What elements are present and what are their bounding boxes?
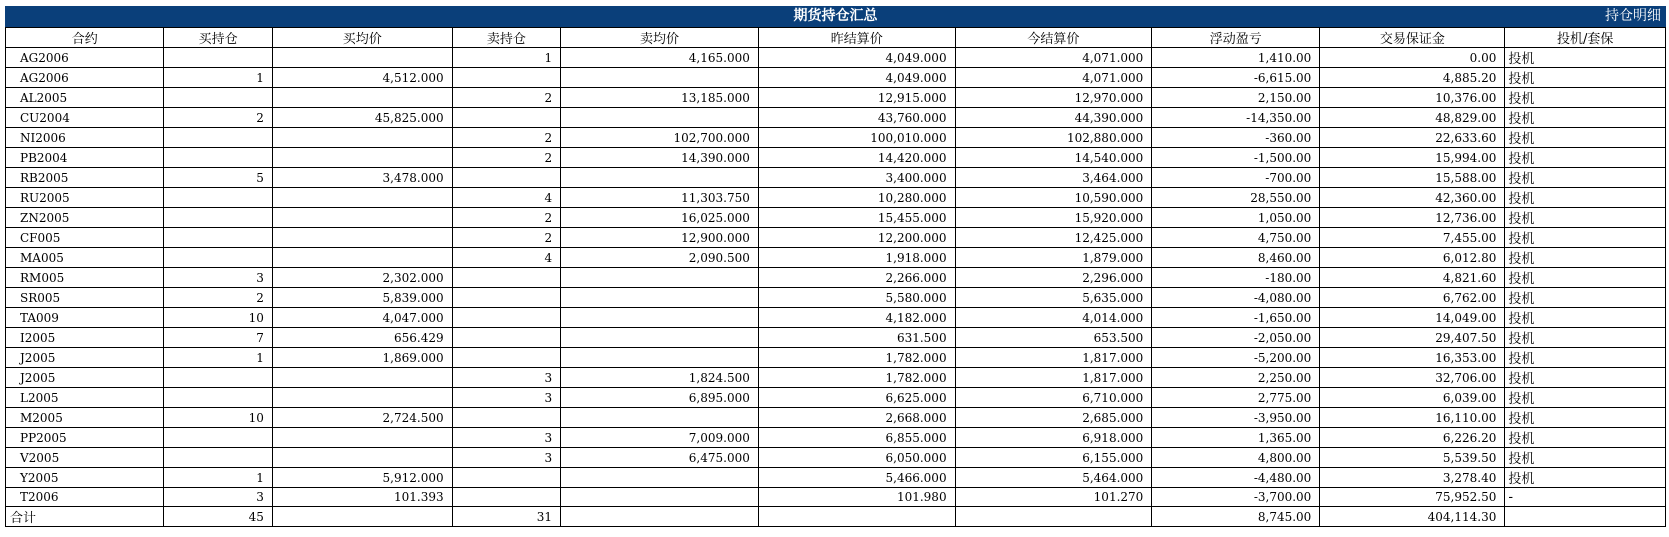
- col-contract-cell: AL2005: [6, 88, 164, 108]
- col-spec-hedge-cell: 投机: [1505, 448, 1666, 468]
- col-margin-cell: 5,539.50: [1320, 448, 1505, 468]
- col-contract-cell: J2005: [6, 368, 164, 388]
- col-floating-pnl-cell: 1,365.00: [1152, 428, 1320, 448]
- col-buy-avg-price-cell: 656.429: [272, 328, 452, 348]
- col-today-settle-cell: 5,635.000: [955, 288, 1152, 308]
- col-prev-settle-cell: 1,782.000: [758, 368, 955, 388]
- col-sell-avg-price-header: 卖均价: [561, 28, 759, 48]
- col-today-settle-cell: 6,710.000: [955, 388, 1152, 408]
- col-spec-hedge-cell: 投机: [1505, 308, 1666, 328]
- col-margin-cell: 4,885.20: [1320, 68, 1505, 88]
- col-sell-position-cell: [452, 468, 560, 488]
- col-sell-avg-price-cell: [561, 68, 759, 88]
- col-margin-cell: 75,952.50: [1320, 488, 1505, 507]
- col-sell-position-cell: 1: [452, 48, 560, 68]
- col-floating-pnl-cell: -4,080.00: [1152, 288, 1320, 308]
- col-spec-hedge-cell: 投机: [1505, 88, 1666, 108]
- col-spec-hedge-cell: 投机: [1505, 428, 1666, 448]
- col-spec-hedge-cell: 投机: [1505, 128, 1666, 148]
- col-prev-settle-cell: 15,455.000: [758, 208, 955, 228]
- col-buy-position-cell: 10: [164, 308, 272, 328]
- col-today-settle-cell: 1,817.000: [955, 368, 1152, 388]
- col-today-settle-cell: 14,540.000: [955, 148, 1152, 168]
- col-today-settle-cell: 1,817.000: [955, 348, 1152, 368]
- col-floating-pnl-cell: -14,350.00: [1152, 108, 1320, 128]
- col-contract-cell: V2005: [6, 448, 164, 468]
- col-sell-avg-price-cell: [561, 268, 759, 288]
- col-sell-avg-price-cell: [561, 488, 759, 507]
- col-spec-hedge-header: 投机/套保: [1505, 28, 1666, 48]
- col-prev-settle-cell: 101.980: [758, 488, 955, 507]
- col-buy-avg-price-cell: 101.393: [272, 488, 452, 507]
- col-contract-cell: J2005: [6, 348, 164, 368]
- col-today-settle-cell: 5,464.000: [955, 468, 1152, 488]
- col-today-settle-cell: 4,014.000: [955, 308, 1152, 328]
- col-sell-avg-price-cell: [561, 328, 759, 348]
- table-row: [6, 308, 1666, 328]
- col-contract-cell: PP2005: [6, 428, 164, 448]
- table-row: [6, 288, 1666, 308]
- col-floating-pnl-cell: 4,750.00: [1152, 228, 1320, 248]
- col-margin-cell: 15,588.00: [1320, 168, 1505, 188]
- col-buy-position-cell: [164, 208, 272, 228]
- col-floating-pnl-cell: -5,200.00: [1152, 348, 1320, 368]
- col-prev-settle-cell: 2,668.000: [758, 408, 955, 428]
- col-floating-pnl-cell: -6,615.00: [1152, 68, 1320, 88]
- col-buy-avg-price-cell: [272, 248, 452, 268]
- col-prev-settle-header: 昨结算价: [758, 28, 955, 48]
- col-today-settle-cell: 1,879.000: [955, 248, 1152, 268]
- col-buy-position-cell: 2: [164, 108, 272, 128]
- col-buy-avg-price-cell: [272, 148, 452, 168]
- col-floating-pnl-cell: 2,775.00: [1152, 388, 1320, 408]
- col-buy-position-cell: [164, 228, 272, 248]
- col-buy-avg-price-cell: 3,478.000: [272, 168, 452, 188]
- col-buy-position-cell: 7: [164, 328, 272, 348]
- col-spec-hedge-cell: -: [1505, 488, 1666, 507]
- col-today-settle-cell: 15,920.000: [955, 208, 1152, 228]
- col-margin-cell: 0.00: [1320, 48, 1505, 68]
- col-margin-cell: 12,736.00: [1320, 208, 1505, 228]
- col-spec-hedge-cell: 投机: [1505, 148, 1666, 168]
- col-sell-avg-price-cell: [561, 108, 759, 128]
- col-sell-avg-price-cell: 4,165.000: [561, 48, 759, 68]
- col-contract-cell: ZN2005: [6, 208, 164, 228]
- col-prev-settle-cell: 3,400.000: [758, 168, 955, 188]
- table-row: [6, 488, 1666, 507]
- col-margin-cell: 10,376.00: [1320, 88, 1505, 108]
- col-buy-avg-price-cell: 2,724.500: [272, 408, 452, 428]
- col-margin-cell: 29,407.50: [1320, 328, 1505, 348]
- col-margin-cell: 22,633.60: [1320, 128, 1505, 148]
- col-contract-cell: L2005: [6, 388, 164, 408]
- col-sell-avg-price-cell: 7,009.000: [561, 428, 759, 448]
- col-buy-position-cell: [164, 148, 272, 168]
- col-sell-position-cell: [452, 308, 560, 328]
- col-buy-avg-price-cell: [272, 428, 452, 448]
- col-sell-position-cell: 3: [452, 448, 560, 468]
- col-margin-cell: 16,353.00: [1320, 348, 1505, 368]
- col-sell-position-cell: [452, 328, 560, 348]
- col-today-settle-cell: 12,425.000: [955, 228, 1152, 248]
- col-margin-cell: 3,278.40: [1320, 468, 1505, 488]
- col-floating-pnl-cell: -1,500.00: [1152, 148, 1320, 168]
- total-col-floating-pnl-cell: 8,745.00: [1152, 507, 1320, 527]
- col-spec-hedge-cell: 投机: [1505, 168, 1666, 188]
- col-contract-cell: M2005: [6, 408, 164, 428]
- col-floating-pnl-cell: 28,550.00: [1152, 188, 1320, 208]
- col-spec-hedge-cell: 投机: [1505, 348, 1666, 368]
- col-sell-position-cell: [452, 348, 560, 368]
- col-margin-cell: 42,360.00: [1320, 188, 1505, 208]
- col-floating-pnl-cell: -3,950.00: [1152, 408, 1320, 428]
- col-prev-settle-cell: 5,466.000: [758, 468, 955, 488]
- col-buy-position-header: 买持仓: [164, 28, 272, 48]
- table-row: [6, 368, 1666, 388]
- col-prev-settle-cell: 6,050.000: [758, 448, 955, 468]
- col-spec-hedge-cell: 投机: [1505, 228, 1666, 248]
- col-spec-hedge-cell: 投机: [1505, 408, 1666, 428]
- total-col-spec-hedge-cell: [1505, 507, 1666, 527]
- col-sell-position-cell: [452, 168, 560, 188]
- col-sell-position-cell: [452, 268, 560, 288]
- col-sell-avg-price-cell: [561, 308, 759, 328]
- col-spec-hedge-cell: 投机: [1505, 208, 1666, 228]
- total-col-margin-cell: 404,114.30: [1320, 507, 1505, 527]
- col-today-settle-cell: 2,296.000: [955, 268, 1152, 288]
- col-sell-position-cell: 4: [452, 248, 560, 268]
- col-buy-avg-price-cell: 5,912.000: [272, 468, 452, 488]
- total-col-contract-cell: 合计: [6, 507, 164, 527]
- col-today-settle-cell: 12,970.000: [955, 88, 1152, 108]
- col-margin-cell: 6,762.00: [1320, 288, 1505, 308]
- col-sell-avg-price-cell: 1,824.500: [561, 368, 759, 388]
- col-buy-position-cell: 1: [164, 348, 272, 368]
- col-margin-cell: 7,455.00: [1320, 228, 1505, 248]
- col-contract-cell: CF005: [6, 228, 164, 248]
- table-row: [6, 328, 1666, 348]
- col-buy-position-cell: 1: [164, 68, 272, 88]
- total-col-buy-avg-price-cell: [272, 507, 452, 527]
- col-prev-settle-cell: 6,625.000: [758, 388, 955, 408]
- col-buy-avg-price-cell: 4,512.000: [272, 68, 452, 88]
- col-floating-pnl-cell: -180.00: [1152, 268, 1320, 288]
- table-row: [6, 388, 1666, 408]
- col-sell-avg-price-cell: 14,390.000: [561, 148, 759, 168]
- col-buy-avg-price-cell: [272, 188, 452, 208]
- col-margin-cell: 6,012.80: [1320, 248, 1505, 268]
- col-buy-position-cell: [164, 128, 272, 148]
- col-margin-header: 交易保证金: [1320, 28, 1505, 48]
- table-row: [6, 428, 1666, 448]
- total-col-buy-position-cell: 45: [164, 507, 272, 527]
- col-margin-cell: 15,994.00: [1320, 148, 1505, 168]
- col-margin-cell: 32,706.00: [1320, 368, 1505, 388]
- col-buy-position-cell: [164, 388, 272, 408]
- col-sell-position-cell: 2: [452, 88, 560, 108]
- col-contract-cell: SR005: [6, 288, 164, 308]
- col-today-settle-cell: 653.500: [955, 328, 1152, 348]
- table-header-row: [6, 28, 1666, 48]
- col-buy-avg-price-cell: [272, 128, 452, 148]
- col-prev-settle-cell: 10,280.000: [758, 188, 955, 208]
- col-sell-avg-price-cell: 12,900.000: [561, 228, 759, 248]
- col-floating-pnl-cell: -700.00: [1152, 168, 1320, 188]
- col-prev-settle-cell: 1,782.000: [758, 348, 955, 368]
- col-prev-settle-cell: 631.500: [758, 328, 955, 348]
- col-prev-settle-cell: 5,580.000: [758, 288, 955, 308]
- page-title: 期货持仓汇总: [793, 8, 878, 24]
- positions-summary-panel: [5, 6, 1666, 527]
- col-buy-position-cell: 3: [164, 488, 272, 507]
- total-col-sell-position-cell: 31: [452, 507, 560, 527]
- col-sell-avg-price-cell: [561, 468, 759, 488]
- table-row: [6, 68, 1666, 88]
- col-buy-avg-price-cell: 2,302.000: [272, 268, 452, 288]
- title-bar: [5, 6, 1666, 27]
- col-sell-avg-price-cell: 16,025.000: [561, 208, 759, 228]
- col-contract-cell: RU2005: [6, 188, 164, 208]
- col-buy-avg-price-cell: 1,869.000: [272, 348, 452, 368]
- col-spec-hedge-cell: 投机: [1505, 268, 1666, 288]
- col-sell-avg-price-cell: 102,700.000: [561, 128, 759, 148]
- table-row: [6, 188, 1666, 208]
- col-prev-settle-cell: 4,049.000: [758, 68, 955, 88]
- col-margin-cell: 16,110.00: [1320, 408, 1505, 428]
- col-contract-cell: PB2004: [6, 148, 164, 168]
- col-contract-cell: AG2006: [6, 68, 164, 88]
- col-floating-pnl-cell: 1,050.00: [1152, 208, 1320, 228]
- col-sell-position-cell: 3: [452, 388, 560, 408]
- col-buy-avg-price-cell: 4,047.000: [272, 308, 452, 328]
- col-sell-position-cell: 4: [452, 188, 560, 208]
- col-sell-avg-price-cell: 6,475.000: [561, 448, 759, 468]
- col-spec-hedge-cell: 投机: [1505, 388, 1666, 408]
- col-spec-hedge-cell: 投机: [1505, 188, 1666, 208]
- col-contract-cell: AG2006: [6, 48, 164, 68]
- col-contract-cell: MA005: [6, 248, 164, 268]
- col-prev-settle-cell: 14,420.000: [758, 148, 955, 168]
- col-spec-hedge-cell: 投机: [1505, 288, 1666, 308]
- table-row: [6, 48, 1666, 68]
- col-sell-position-cell: [452, 108, 560, 128]
- col-floating-pnl-cell: 1,410.00: [1152, 48, 1320, 68]
- col-sell-avg-price-cell: 13,185.000: [561, 88, 759, 108]
- col-margin-cell: 48,829.00: [1320, 108, 1505, 128]
- col-today-settle-cell: 6,918.000: [955, 428, 1152, 448]
- col-today-settle-cell: 6,155.000: [955, 448, 1152, 468]
- col-prev-settle-cell: 1,918.000: [758, 248, 955, 268]
- col-spec-hedge-cell: 投机: [1505, 68, 1666, 88]
- col-contract-cell: Y2005: [6, 468, 164, 488]
- col-sell-avg-price-cell: [561, 288, 759, 308]
- total-col-today-settle-cell: [955, 507, 1152, 527]
- col-floating-pnl-cell: -2,050.00: [1152, 328, 1320, 348]
- col-sell-avg-price-cell: 11,303.750: [561, 188, 759, 208]
- col-prev-settle-cell: 43,760.000: [758, 108, 955, 128]
- col-buy-avg-price-cell: 45,825.000: [272, 108, 452, 128]
- col-floating-pnl-cell: 2,250.00: [1152, 368, 1320, 388]
- col-buy-avg-price-cell: [272, 368, 452, 388]
- col-today-settle-cell: 4,071.000: [955, 48, 1152, 68]
- col-today-settle-cell: 2,685.000: [955, 408, 1152, 428]
- col-buy-position-cell: [164, 248, 272, 268]
- col-sell-avg-price-cell: 2,090.500: [561, 248, 759, 268]
- col-buy-avg-price-cell: [272, 48, 452, 68]
- col-floating-pnl-cell: 4,800.00: [1152, 448, 1320, 468]
- col-contract-header: 合约: [6, 28, 164, 48]
- col-prev-settle-cell: 12,200.000: [758, 228, 955, 248]
- col-sell-position-cell: [452, 288, 560, 308]
- col-buy-position-cell: [164, 48, 272, 68]
- col-contract-cell: RM005: [6, 268, 164, 288]
- col-contract-cell: NI2006: [6, 128, 164, 148]
- col-floating-pnl-cell: -1,650.00: [1152, 308, 1320, 328]
- col-buy-avg-price-cell: [272, 388, 452, 408]
- col-margin-cell: 4,821.60: [1320, 268, 1505, 288]
- col-today-settle-cell: 102,880.000: [955, 128, 1152, 148]
- col-buy-position-cell: 2: [164, 288, 272, 308]
- col-sell-position-cell: 2: [452, 228, 560, 248]
- col-margin-cell: 6,226.20: [1320, 428, 1505, 448]
- col-floating-pnl-cell: 2,150.00: [1152, 88, 1320, 108]
- col-sell-position-cell: [452, 68, 560, 88]
- col-sell-position-cell: 3: [452, 368, 560, 388]
- col-buy-position-cell: [164, 188, 272, 208]
- col-buy-position-cell: [164, 368, 272, 388]
- table-row: [6, 228, 1666, 248]
- col-buy-position-cell: 3: [164, 268, 272, 288]
- table-row: [6, 88, 1666, 108]
- col-sell-position-cell: 2: [452, 208, 560, 228]
- table-row: [6, 168, 1666, 188]
- col-today-settle-cell: 4,071.000: [955, 68, 1152, 88]
- table-row: [6, 348, 1666, 368]
- total-col-sell-avg-price-cell: [561, 507, 759, 527]
- col-buy-position-cell: [164, 88, 272, 108]
- table-row: [6, 408, 1666, 428]
- position-detail-link[interactable]: 持仓明细: [1605, 8, 1661, 24]
- col-floating-pnl-cell: -360.00: [1152, 128, 1320, 148]
- col-today-settle-cell: 44,390.000: [955, 108, 1152, 128]
- col-contract-cell: CU2004: [6, 108, 164, 128]
- col-sell-avg-price-cell: [561, 408, 759, 428]
- col-contract-cell: TA009: [6, 308, 164, 328]
- col-prev-settle-cell: 6,855.000: [758, 428, 955, 448]
- col-today-settle-cell: 10,590.000: [955, 188, 1152, 208]
- col-contract-cell: I2005: [6, 328, 164, 348]
- col-prev-settle-cell: 4,049.000: [758, 48, 955, 68]
- col-sell-position-header: 卖持仓: [452, 28, 560, 48]
- col-buy-avg-price-cell: [272, 448, 452, 468]
- table-row: [6, 128, 1666, 148]
- total-row: [6, 507, 1666, 527]
- col-contract-cell: T2006: [6, 488, 164, 507]
- col-sell-position-cell: [452, 488, 560, 507]
- col-prev-settle-cell: 4,182.000: [758, 308, 955, 328]
- col-buy-avg-price-header: 买均价: [272, 28, 452, 48]
- col-today-settle-header: 今结算价: [955, 28, 1152, 48]
- positions-table: [5, 27, 1666, 527]
- col-margin-cell: 14,049.00: [1320, 308, 1505, 328]
- col-today-settle-cell: 3,464.000: [955, 168, 1152, 188]
- table-row: [6, 148, 1666, 168]
- col-buy-avg-price-cell: [272, 228, 452, 248]
- col-floating-pnl-cell: -4,480.00: [1152, 468, 1320, 488]
- total-col-prev-settle-cell: [758, 507, 955, 527]
- col-prev-settle-cell: 12,915.000: [758, 88, 955, 108]
- col-margin-cell: 6,039.00: [1320, 388, 1505, 408]
- col-today-settle-cell: 101.270: [955, 488, 1152, 507]
- table-row: [6, 248, 1666, 268]
- col-prev-settle-cell: 100,010.000: [758, 128, 955, 148]
- col-sell-avg-price-cell: 6,895.000: [561, 388, 759, 408]
- col-buy-avg-price-cell: 5,839.000: [272, 288, 452, 308]
- col-contract-cell: RB2005: [6, 168, 164, 188]
- table-row: [6, 208, 1666, 228]
- col-floating-pnl-cell: -3,700.00: [1152, 488, 1320, 507]
- col-sell-position-cell: [452, 408, 560, 428]
- col-spec-hedge-cell: 投机: [1505, 468, 1666, 488]
- table-row: [6, 108, 1666, 128]
- table-row: [6, 448, 1666, 468]
- col-buy-avg-price-cell: [272, 208, 452, 228]
- col-spec-hedge-cell: 投机: [1505, 328, 1666, 348]
- col-sell-avg-price-cell: [561, 348, 759, 368]
- table-row: [6, 268, 1666, 288]
- col-sell-position-cell: 3: [452, 428, 560, 448]
- col-buy-avg-price-cell: [272, 88, 452, 108]
- col-buy-position-cell: 5: [164, 168, 272, 188]
- col-floating-pnl-cell: 8,460.00: [1152, 248, 1320, 268]
- col-spec-hedge-cell: 投机: [1505, 248, 1666, 268]
- col-buy-position-cell: 10: [164, 408, 272, 428]
- col-prev-settle-cell: 2,266.000: [758, 268, 955, 288]
- col-spec-hedge-cell: 投机: [1505, 48, 1666, 68]
- col-sell-position-cell: 2: [452, 128, 560, 148]
- table-row: [6, 468, 1666, 488]
- col-buy-position-cell: [164, 448, 272, 468]
- col-buy-position-cell: 1: [164, 468, 272, 488]
- col-buy-position-cell: [164, 428, 272, 448]
- col-spec-hedge-cell: 投机: [1505, 368, 1666, 388]
- col-floating-pnl-header: 浮动盈亏: [1152, 28, 1320, 48]
- col-spec-hedge-cell: 投机: [1505, 108, 1666, 128]
- col-sell-avg-price-cell: [561, 168, 759, 188]
- col-sell-position-cell: 2: [452, 148, 560, 168]
